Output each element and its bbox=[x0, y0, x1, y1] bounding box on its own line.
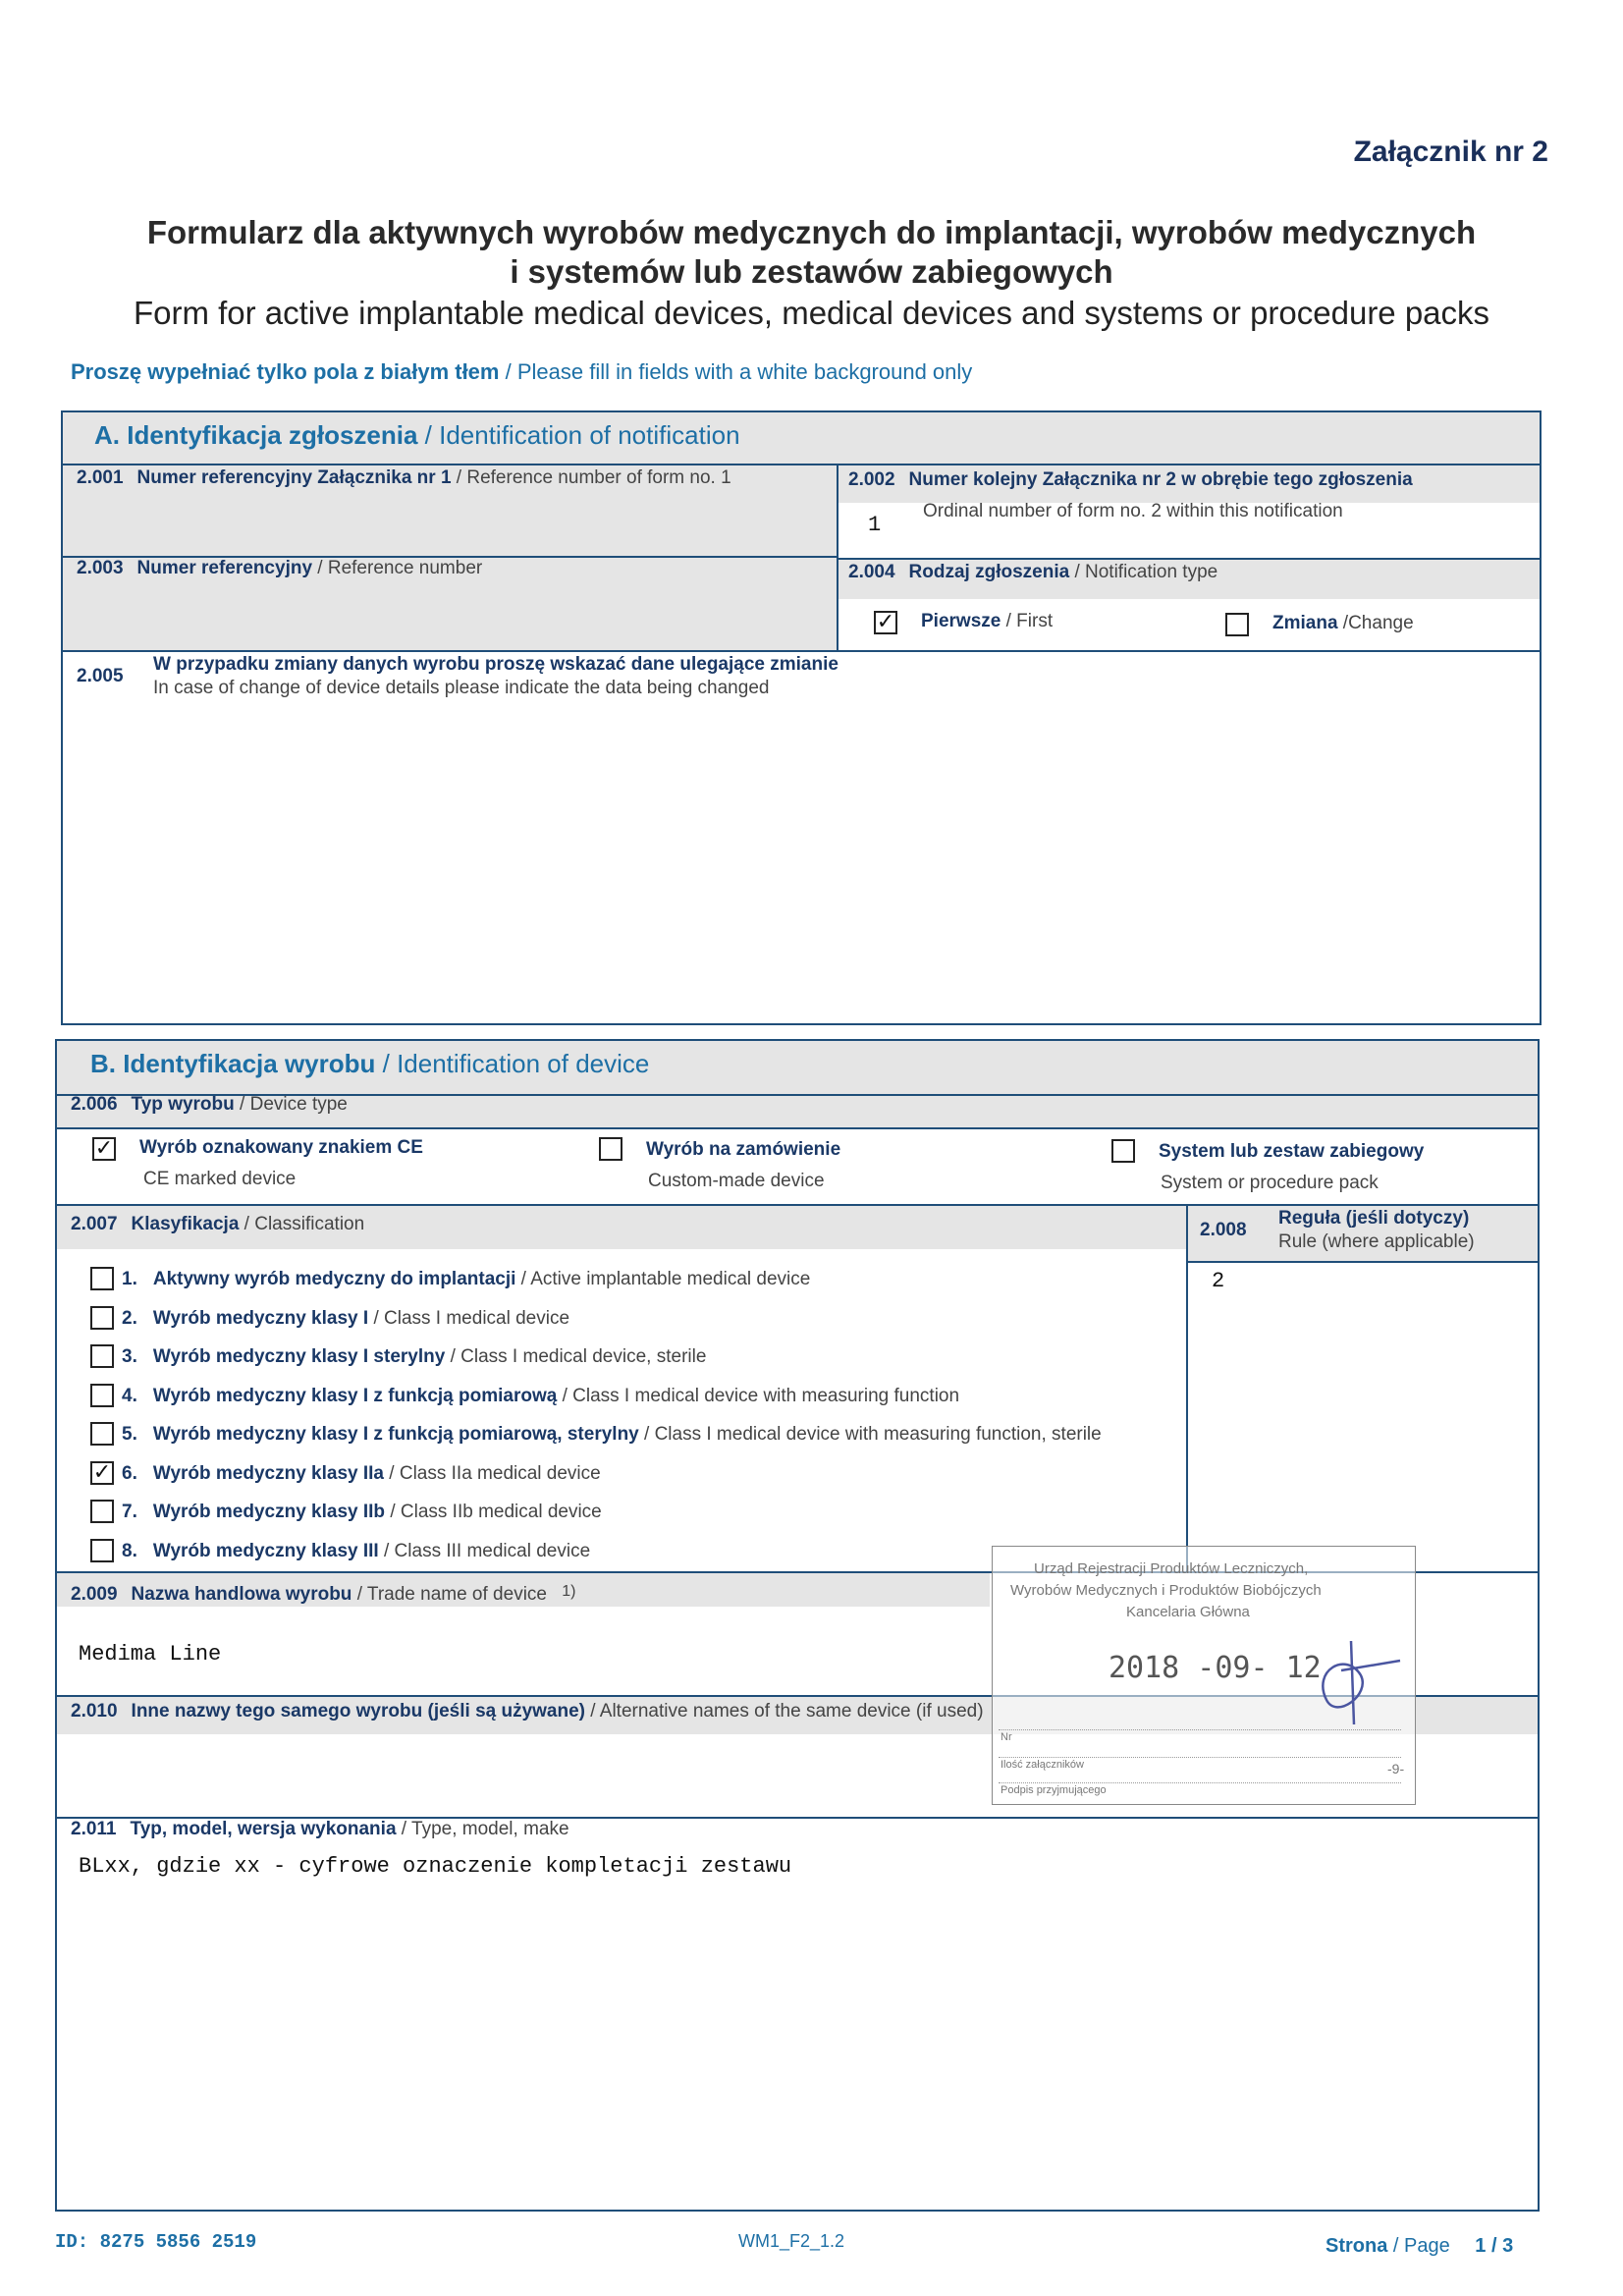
field-2008-value[interactable]: 2 bbox=[1212, 1269, 1225, 1293]
ce-marked-label: Wyrób oznakowany znakiem CE bbox=[139, 1137, 423, 1158]
class-7-checkbox[interactable] bbox=[90, 1500, 114, 1523]
class-4-label: 4. Wyrób medyczny klasy I z funkcją pomiarową / Class I medical device with measuring function bbox=[122, 1386, 960, 1406]
form-title-en: Form for active implantable medical devices, medical devices and systems or procedure packs bbox=[133, 295, 1490, 331]
field-2002-label: 2.002 Numer kolejny Załącznika nr 2 w obrębie tego zgłoszenia bbox=[848, 469, 1413, 490]
field-2008-label-pl: Reguła (jeśli dotyczy) bbox=[1278, 1208, 1470, 1229]
signature-mark bbox=[1307, 1631, 1405, 1739]
reception-stamp bbox=[992, 1546, 1416, 1805]
ce-marked-checkbox[interactable]: ✓ bbox=[92, 1137, 116, 1161]
field-2003-label: 2.003 Numer referencyjny / Reference number bbox=[77, 558, 483, 578]
change-notification-label: Zmiana /Change bbox=[1272, 613, 1414, 633]
stamp-count: -9- bbox=[1387, 1761, 1405, 1777]
class-8-checkbox[interactable] bbox=[90, 1539, 114, 1562]
form-title-pl-1: Formularz dla aktywnych wyrobów medycznych do implantacji, wyrobów medycznych bbox=[146, 214, 1477, 250]
document-id: ID: 8275 5856 2519 bbox=[55, 2231, 257, 2253]
custom-made-label: Wyrób na zamówienie bbox=[646, 1139, 841, 1160]
page-indicator: Strona / Page 1 / 3 bbox=[1325, 2235, 1514, 2257]
class-1-checkbox[interactable] bbox=[90, 1267, 114, 1290]
class-4-checkbox[interactable] bbox=[90, 1384, 114, 1407]
stamp-field-attachments: Ilość załączników bbox=[1001, 1759, 1084, 1771]
system-pack-checkbox[interactable] bbox=[1111, 1139, 1135, 1163]
field-2011-label: 2.011 Typ, model, wersja wykonania / Type, model, make bbox=[71, 1819, 569, 1839]
annex-label: Załącznik nr 2 bbox=[1353, 136, 1548, 168]
stamp-line-2: Wyrobów Medycznych i Produktów Biobójczych bbox=[1010, 1582, 1322, 1599]
fill-instruction bbox=[71, 359, 972, 385]
stamp-field-signature: Podpis przyjmującego bbox=[1001, 1784, 1107, 1796]
field-2002-value[interactable]: 1 bbox=[868, 513, 882, 537]
section-b-title: B. Identyfikacja wyrobu / Identification of device bbox=[90, 1049, 650, 1078]
trade-name-value[interactable]: Medima Line bbox=[79, 1642, 222, 1667]
class-2-label: 2. Wyrób medyczny klasy I / Class I medical device bbox=[122, 1308, 570, 1329]
stamp-line-3: Kancelaria Główna bbox=[1126, 1604, 1250, 1620]
class-2-checkbox[interactable] bbox=[90, 1306, 114, 1330]
ce-marked-label-en: CE marked device bbox=[143, 1169, 297, 1189]
class-8-label: 8. Wyrób medyczny klasy III / Class III medical device bbox=[122, 1541, 591, 1561]
field-2005-input[interactable] bbox=[65, 703, 1538, 1021]
field-2002-label-en: Ordinal number of form no. 2 within this notification bbox=[923, 501, 1343, 521]
form-code: WM1_F2_1.2 bbox=[738, 2231, 845, 2251]
class-3-checkbox[interactable] bbox=[90, 1344, 114, 1368]
field-2008-num: 2.008 bbox=[1200, 1220, 1247, 1240]
fill-instruction-pl: Proszę wypełniać tylko pola z białym tłem bbox=[71, 359, 500, 384]
change-notification-checkbox[interactable] bbox=[1225, 613, 1249, 636]
stamp-line-1: Urząd Rejestracji Produktów Leczniczych, bbox=[1034, 1560, 1309, 1577]
class-1-label: 1. Aktywny wyrób medyczny do implantacji / Active implantable medical device bbox=[122, 1269, 811, 1289]
field-2005-label-en: In case of change of device details please indicate the data being changed bbox=[153, 678, 770, 698]
field-2001-label: 2.001 Numer referencyjny Załącznika nr 1 / Reference number of form no. 1 bbox=[77, 467, 731, 488]
type-model-value[interactable]: BLxx, gdzie xx - cyfrowe oznaczenie kompletacji zestawu bbox=[79, 1854, 792, 1879]
first-notification-checkbox[interactable]: ✓ bbox=[874, 611, 897, 634]
class-5-checkbox[interactable] bbox=[90, 1422, 114, 1446]
system-pack-label-en: System or procedure pack bbox=[1161, 1173, 1379, 1193]
field-2007-label: 2.007 Klasyfikacja / Classification bbox=[71, 1214, 365, 1234]
field-2005-label-pl: W przypadku zmiany danych wyrobu proszę wskazać dane ulegające zmianie bbox=[153, 654, 839, 675]
field-2006-label: 2.006 Typ wyrobu / Device type bbox=[71, 1094, 348, 1115]
custom-made-checkbox[interactable] bbox=[599, 1137, 622, 1161]
stamp-date: 2018 -09- 12 bbox=[1109, 1651, 1322, 1685]
field-2008-label-en: Rule (where applicable) bbox=[1278, 1231, 1475, 1252]
first-notification-label: Pierwsze / First bbox=[921, 611, 1054, 631]
section-a-title: A. Identyfikacja zgłoszenia / Identification of notification bbox=[94, 420, 740, 450]
stamp-field-nr: Nr bbox=[1001, 1731, 1012, 1743]
class-6-checkbox[interactable]: ✓ bbox=[90, 1461, 114, 1485]
system-pack-label: System lub zestaw zabiegowy bbox=[1159, 1141, 1425, 1162]
class-6-label: 6. Wyrób medyczny klasy IIa / Class IIa medical device bbox=[122, 1463, 601, 1484]
custom-made-label-en: Custom-made device bbox=[648, 1171, 825, 1191]
field-2005-num: 2.005 bbox=[77, 666, 124, 686]
field-2004-label: 2.004 Rodzaj zgłoszenia / Notification type bbox=[848, 562, 1218, 582]
class-3-label: 3. Wyrób medyczny klasy I sterylny / Class I medical device, sterile bbox=[122, 1346, 707, 1367]
field-2010-label: 2.010 Inne nazwy tego samego wyrobu (jeśli są używane) / Alternative names of the same device (if used) bbox=[71, 1701, 984, 1722]
field-2009-label: 2.009 Nazwa handlowa wyrobu / Trade name of device $^{1)}$ bbox=[71, 1583, 576, 1605]
class-5-label: 5. Wyrób medyczny klasy I z funkcją pomiarową, sterylny / Class I medical device with measuring function, sterile bbox=[122, 1424, 1102, 1445]
fill-instruction-en: / Please fill in fields with a white background only bbox=[499, 359, 973, 384]
form-title-pl-2: i systemów lub zestawów zabiegowych bbox=[510, 253, 1113, 290]
class-7-label: 7. Wyrób medyczny klasy IIb / Class IIb medical device bbox=[122, 1502, 602, 1522]
